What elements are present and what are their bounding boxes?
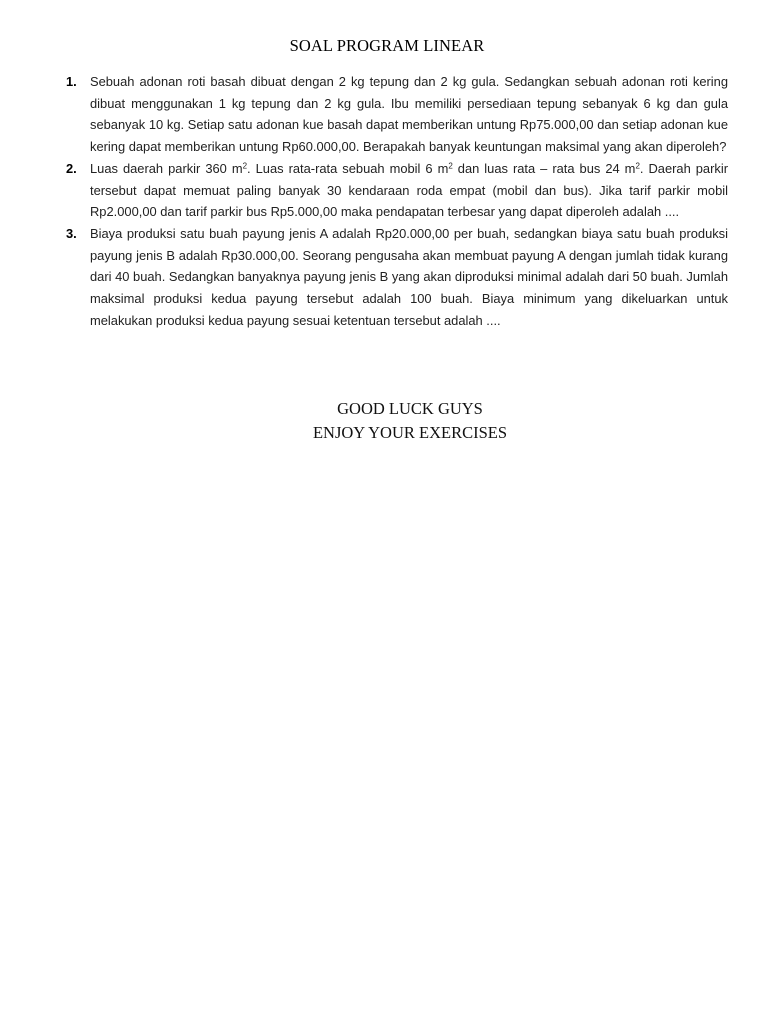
question-item: [66, 71, 728, 158]
question-text-segment: dan luas rata – rata bus 24 m: [452, 160, 636, 176]
document-title: SOAL PROGRAM LINEAR: [289, 36, 485, 55]
question-text-segment: Sebuah adonan roti basah dibuat dengan 2 kg tepung dan 2 kg gula. Sedangkan sebuah adonan roti kering dibuat menggunakan 1 kg tepung dan 2 kg gula. Ibu memiliki persediaan tepung sebanyak 6 kg dan gula sebanyak 10 kg. Setiap satu adonan kue basah dapat memberikan untung Rp75.000,00 dan setiap adonan kue kering dapat memberikan untung Rp60.000,00. Berapakah banyak keuntungan maksimal yang akan diperoleh?: [90, 74, 728, 155]
question-text: [90, 158, 728, 223]
question-text-segment: Luas daerah parkir 360 m: [90, 160, 243, 176]
question-text: [90, 223, 728, 332]
superscript-exponent: 2: [448, 161, 453, 171]
question-list: [66, 71, 728, 331]
question-number: 1.: [66, 74, 77, 89]
closing-line-good-luck: GOOD LUCK GUYS: [337, 399, 483, 418]
question-text-segment: . Daerah parkir tersebut dapat memuat paling banyak 30 kendaraan roda empat (mobil dan bus). Jika tarif parkir mobil Rp2.000,00 dan tarif parkir bus Rp5.000,00 maka pendapatan terbesar yang dapat diperoleh adalah ....: [90, 160, 728, 220]
question-number: 3.: [66, 225, 77, 241]
closing-message: [0, 397, 768, 445]
question-number: 2.: [66, 160, 77, 176]
question-item: [66, 158, 728, 223]
superscript-exponent: 2: [242, 161, 248, 171]
question-text-segment: . Luas rata-rata sebuah mobil 6 m: [247, 160, 449, 176]
question-text-segment: Biaya produksi satu buah payung jenis A adalah Rp20.000,00 per buah, sedangkan biaya satu buah produksi payung jenis B adalah Rp30.000,00. Seorang pengusaha akan membuat payung A dengan jumlah tidak kurang dari 40 buah. Sedangkan banyaknya payung jenis B yang akan diproduksi minimal adalah dari 50 buah. Jumlah maksimal produksi kedua payung tersebut adalah 100 buah. Biaya minimum yang dikeluarkan untuk melakukan produksi kedua payung sesuai ketentuan tersebut adalah ....: [90, 225, 728, 328]
superscript-exponent: 2: [635, 161, 640, 171]
closing-line-enjoy: ENJOY YOUR EXERCISES: [312, 423, 508, 442]
question-item: [66, 223, 728, 332]
question-text: [90, 71, 728, 158]
